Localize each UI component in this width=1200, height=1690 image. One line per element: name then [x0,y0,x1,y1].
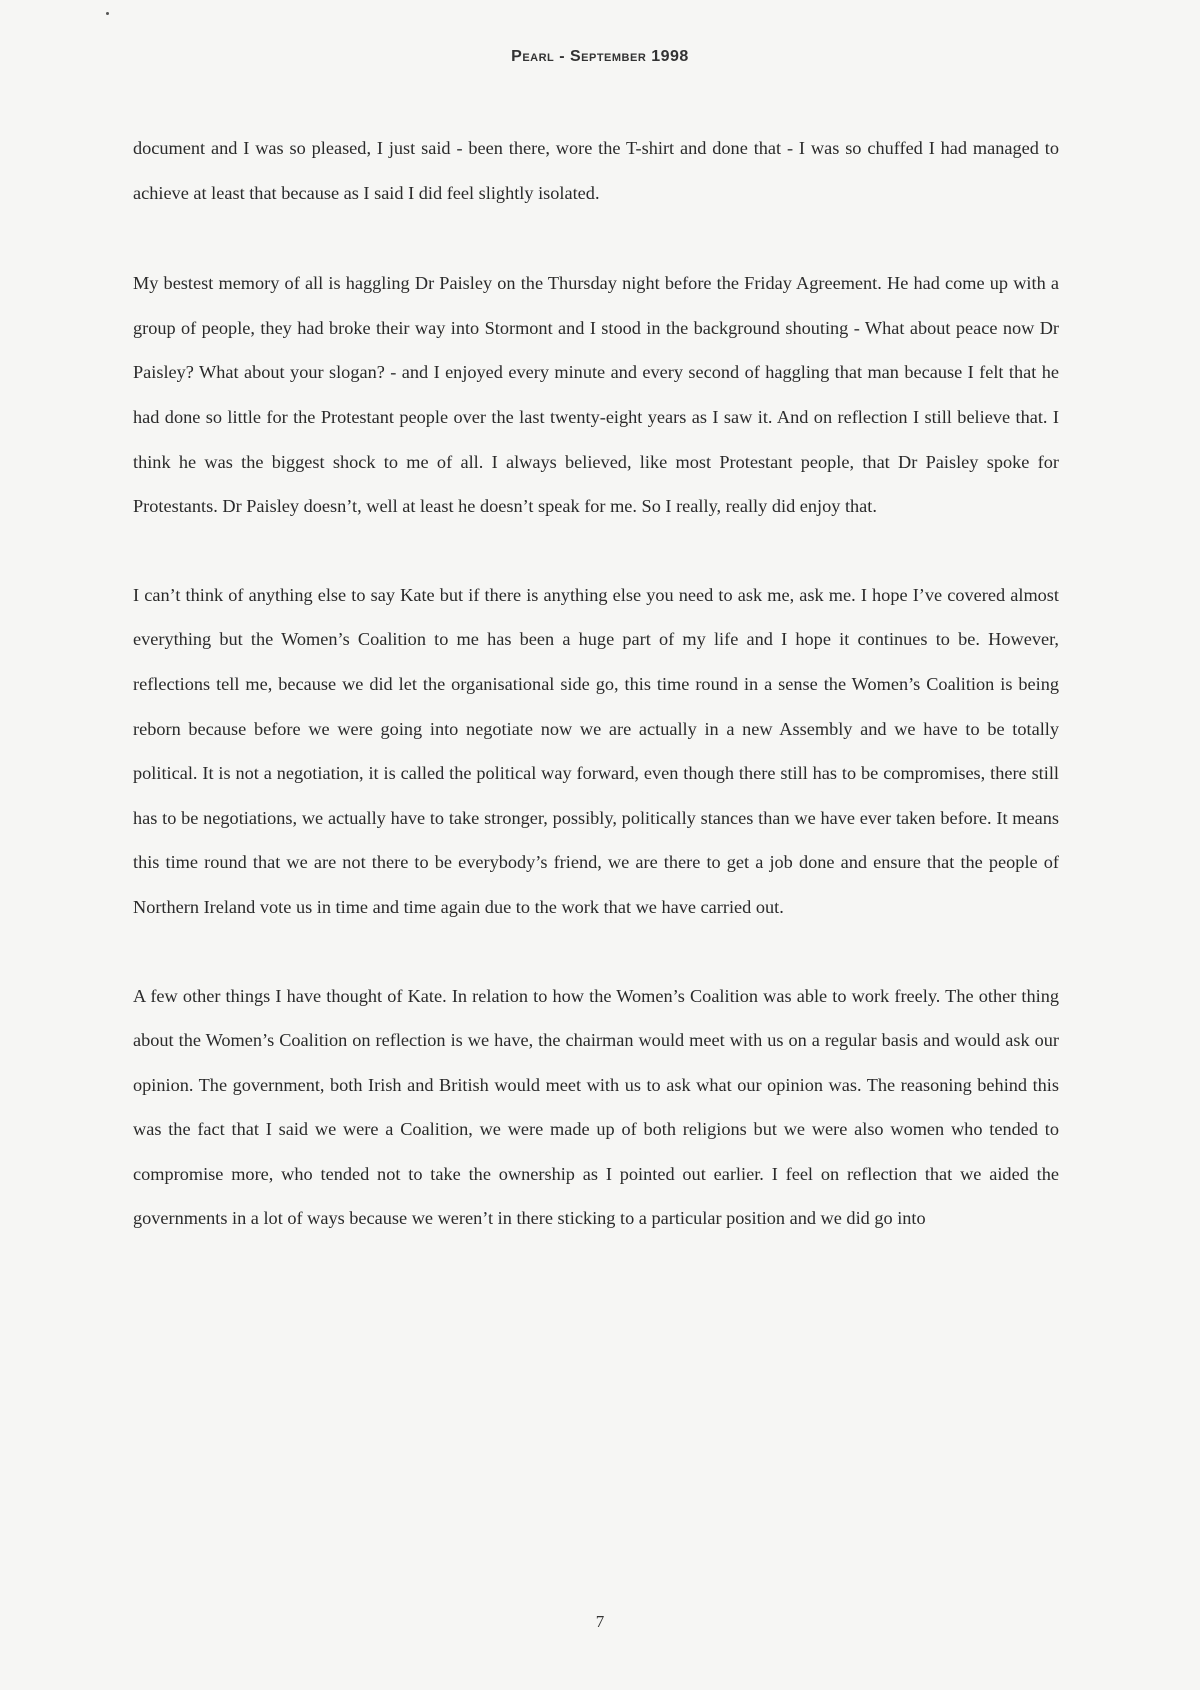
paragraph-4: A few other things I have thought of Kate. In relation to how the Women’s Coalition was able to work freely. The other thing about the Women’s Coalition on reflection is we have, the chairman would meet with us on a regular basis and would ask our opinion. The government, both Irish and British would meet with us to ask what our opinion was. The reasoning behind this was the fact that I said we were a Coalition, we were made up of both religions but we were also women who tended to compromise more, who tended not to take the ownership as I pointed out earlier. I feel on reflection that we aided the governments in a lot of ways because we weren’t in there sticking to a particular position and we did go into [133,985,1059,1229]
paragraph-3: I can’t think of anything else to say Kate but if there is anything else you need to ask me, ask me. I hope I’ve covered almost everything but the Women’s Coalition to me has been a huge part of my life and I hope it continues to be. However, reflections tell me, because we did let the organisational side go, this time round in a sense the Women’s Coalition is being reborn because before we were going into negotiate now we are actually in a new Assembly and we have to be totally political. It is not a negotiation, it is called the political way forward, even though there still has to be compromises, there still has to be negotiations, we actually have to take stronger, possibly, politically stances than we have ever taken before. It means this time round that we are not there to be everybody’s friend, we are there to get a job done and ensure that the people of Northern Ireland vote us in time and time again due to the work that we have carried out. [133,584,1059,917]
paragraph-2: My bestest memory of all is haggling Dr Paisley on the Thursday night before the Friday Agreement. He had come up with a group of people, they had broke their way into Stormont and I stood in the background shouting - What about peace now Dr Paisley? What about your slogan? - and I enjoyed every minute and every second of haggling that man because I felt that he had done so little for the Protestant people over the last twenty-eight years as I saw it. And on reflection I still believe that. I think he was the biggest shock to me of all. I always believed, like most Protestant people, that Dr Paisley spoke for Protestants. Dr Paisley doesn’t, well at least he doesn’t speak for me. So I really, really did enjoy that. [133,273,1059,517]
scan-speck [106,12,109,15]
page-header: Pearl - September 1998 [511,48,689,65]
body-text [133,126,1059,1285]
page-number: 7 [595,1612,605,1631]
paragraph-1: document and I was so pleased, I just said - been there, wore the T-shirt and done that - I was so chuffed I had managed to achieve at least that because as I said I did feel slightly isolated. [133,138,1059,203]
